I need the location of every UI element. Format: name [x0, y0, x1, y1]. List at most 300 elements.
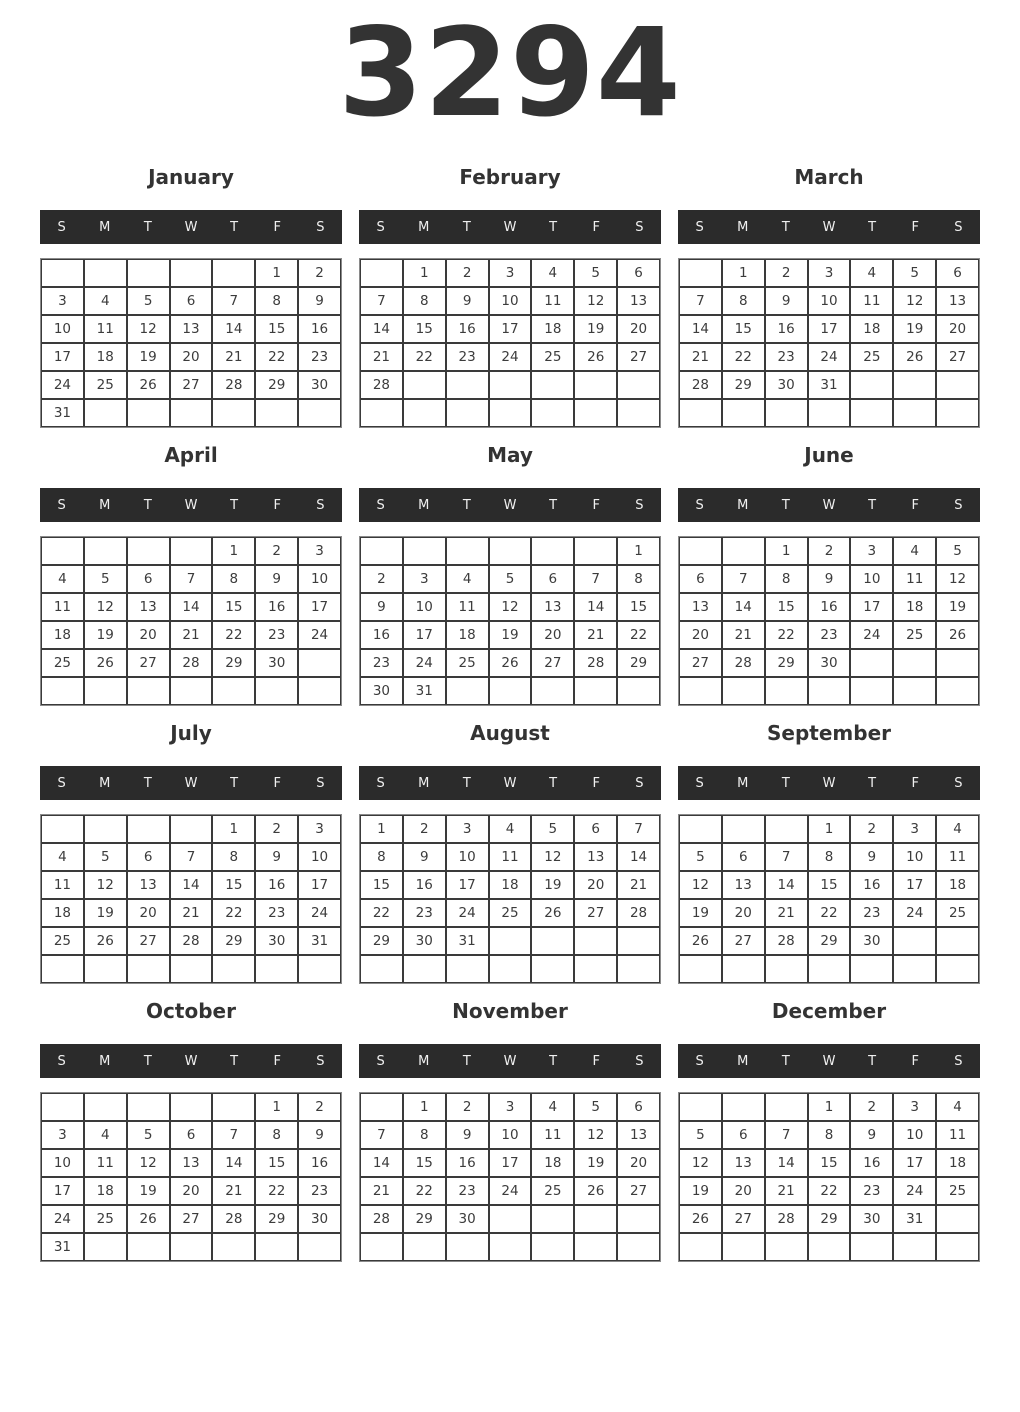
- day-grid: [40, 814, 342, 984]
- day-cell-april-25: 25: [41, 649, 84, 677]
- day-cell-january-28: 28: [212, 371, 255, 399]
- month-title: November: [452, 999, 568, 1023]
- day-cell-march-10: 10: [808, 287, 851, 315]
- day-cell-april-5: 5: [84, 565, 127, 593]
- day-cell-march-15: 15: [722, 315, 765, 343]
- day-cell-empty: [531, 1205, 574, 1233]
- day-cell-december-11: 11: [936, 1121, 979, 1149]
- day-cell-july-8: 8: [212, 843, 255, 871]
- day-grid: [40, 1092, 342, 1262]
- day-cell-july-16: 16: [255, 871, 298, 899]
- day-cell-march-30: 30: [765, 371, 808, 399]
- day-cell-empty: [850, 677, 893, 705]
- day-cell-march-7: 7: [679, 287, 722, 315]
- day-cell-november-1: 1: [403, 1093, 446, 1121]
- day-cell-empty: [255, 399, 298, 427]
- day-cell-empty: [127, 259, 170, 287]
- day-cell-july-10: 10: [298, 843, 341, 871]
- day-cell-january-3: 3: [41, 287, 84, 315]
- day-cell-march-8: 8: [722, 287, 765, 315]
- day-cell-november-12: 12: [574, 1121, 617, 1149]
- day-cell-empty: [212, 1233, 255, 1261]
- day-cell-september-5: 5: [679, 843, 722, 871]
- day-cell-february-21: 21: [360, 343, 403, 371]
- weekday-label: M: [737, 497, 749, 513]
- day-cell-june-8: 8: [765, 565, 808, 593]
- day-cell-september-8: 8: [808, 843, 851, 871]
- day-cell-empty: [127, 955, 170, 983]
- day-cell-empty: [936, 1233, 979, 1261]
- day-cell-december-27: 27: [722, 1205, 765, 1233]
- weekday-header: [359, 210, 661, 244]
- day-cell-january-7: 7: [212, 287, 255, 315]
- weekday-label: S: [695, 497, 704, 513]
- month-title: June: [804, 443, 854, 467]
- day-cell-empty: [41, 815, 84, 843]
- month-title: August: [470, 721, 550, 745]
- day-cell-november-21: 21: [360, 1177, 403, 1205]
- day-cell-empty: [298, 1233, 341, 1261]
- day-cell-december-13: 13: [722, 1149, 765, 1177]
- weekday-label: F: [273, 497, 282, 513]
- day-cell-september-7: 7: [765, 843, 808, 871]
- weekday-label: T: [143, 1053, 152, 1069]
- weekday-label: S: [376, 219, 385, 235]
- month-july: [40, 720, 342, 984]
- month-january: [40, 164, 342, 428]
- day-cell-june-21: 21: [722, 621, 765, 649]
- day-cell-october-1: 1: [255, 1093, 298, 1121]
- day-cell-january-13: 13: [170, 315, 213, 343]
- day-cell-june-23: 23: [808, 621, 851, 649]
- day-cell-empty: [531, 1233, 574, 1261]
- day-cell-may-5: 5: [489, 565, 532, 593]
- day-cell-june-2: 2: [808, 537, 851, 565]
- day-grid: [359, 536, 661, 706]
- day-cell-september-4: 4: [936, 815, 979, 843]
- weekday-label: T: [781, 219, 790, 235]
- day-cell-september-18: 18: [936, 871, 979, 899]
- day-cell-june-27: 27: [679, 649, 722, 677]
- day-cell-empty: [765, 815, 808, 843]
- day-cell-february-26: 26: [574, 343, 617, 371]
- day-cell-february-6: 6: [617, 259, 660, 287]
- day-cell-march-22: 22: [722, 343, 765, 371]
- day-cell-march-9: 9: [765, 287, 808, 315]
- day-cell-november-14: 14: [360, 1149, 403, 1177]
- day-cell-january-11: 11: [84, 315, 127, 343]
- day-cell-empty: [808, 1233, 851, 1261]
- day-cell-march-1: 1: [722, 259, 765, 287]
- day-cell-august-27: 27: [574, 899, 617, 927]
- day-cell-june-7: 7: [722, 565, 765, 593]
- day-cell-january-6: 6: [170, 287, 213, 315]
- day-cell-empty: [84, 955, 127, 983]
- day-cell-empty: [41, 955, 84, 983]
- day-cell-empty: [360, 1233, 403, 1261]
- day-cell-april-23: 23: [255, 621, 298, 649]
- day-cell-empty: [84, 1093, 127, 1121]
- weekday-label: T: [462, 219, 471, 235]
- day-cell-january-5: 5: [127, 287, 170, 315]
- day-cell-october-21: 21: [212, 1177, 255, 1205]
- day-cell-february-17: 17: [489, 315, 532, 343]
- day-cell-september-27: 27: [722, 927, 765, 955]
- weekday-label: S: [57, 497, 66, 513]
- weekday-header: [678, 766, 980, 800]
- day-cell-december-22: 22: [808, 1177, 851, 1205]
- weekday-label: T: [230, 497, 239, 513]
- day-cell-february-4: 4: [531, 259, 574, 287]
- day-cell-empty: [574, 955, 617, 983]
- day-cell-empty: [212, 955, 255, 983]
- day-cell-july-15: 15: [212, 871, 255, 899]
- day-cell-october-10: 10: [41, 1149, 84, 1177]
- day-cell-april-14: 14: [170, 593, 213, 621]
- weekday-label: S: [57, 775, 66, 791]
- day-cell-empty: [850, 1233, 893, 1261]
- day-cell-july-22: 22: [212, 899, 255, 927]
- day-cell-empty: [893, 1233, 936, 1261]
- day-cell-march-18: 18: [850, 315, 893, 343]
- day-cell-august-30: 30: [403, 927, 446, 955]
- weekday-header: [359, 488, 661, 522]
- day-cell-empty: [403, 537, 446, 565]
- day-cell-empty: [679, 955, 722, 983]
- day-cell-january-4: 4: [84, 287, 127, 315]
- weekday-header: [359, 1044, 661, 1078]
- day-cell-may-9: 9: [360, 593, 403, 621]
- day-cell-november-3: 3: [489, 1093, 532, 1121]
- day-cell-august-8: 8: [360, 843, 403, 871]
- day-cell-february-27: 27: [617, 343, 660, 371]
- day-cell-february-8: 8: [403, 287, 446, 315]
- day-cell-march-13: 13: [936, 287, 979, 315]
- day-cell-march-12: 12: [893, 287, 936, 315]
- day-cell-april-4: 4: [41, 565, 84, 593]
- day-cell-september-20: 20: [722, 899, 765, 927]
- day-cell-may-24: 24: [403, 649, 446, 677]
- day-cell-april-20: 20: [127, 621, 170, 649]
- day-cell-empty: [403, 1233, 446, 1261]
- day-cell-april-15: 15: [212, 593, 255, 621]
- day-cell-empty: [170, 1233, 213, 1261]
- day-cell-march-16: 16: [765, 315, 808, 343]
- day-cell-september-21: 21: [765, 899, 808, 927]
- day-cell-october-3: 3: [41, 1121, 84, 1149]
- day-cell-december-25: 25: [936, 1177, 979, 1205]
- day-cell-empty: [360, 1093, 403, 1121]
- day-cell-empty: [936, 649, 979, 677]
- day-cell-empty: [127, 537, 170, 565]
- weekday-label: S: [635, 775, 644, 791]
- day-cell-may-13: 13: [531, 593, 574, 621]
- weekday-label: F: [592, 219, 601, 235]
- day-cell-october-9: 9: [298, 1121, 341, 1149]
- weekday-label: M: [737, 1053, 749, 1069]
- day-cell-march-14: 14: [679, 315, 722, 343]
- day-cell-june-9: 9: [808, 565, 851, 593]
- day-cell-march-11: 11: [850, 287, 893, 315]
- day-cell-december-28: 28: [765, 1205, 808, 1233]
- day-cell-empty: [489, 955, 532, 983]
- day-cell-november-9: 9: [446, 1121, 489, 1149]
- day-cell-empty: [679, 677, 722, 705]
- day-cell-empty: [679, 399, 722, 427]
- day-cell-june-3: 3: [850, 537, 893, 565]
- day-cell-march-2: 2: [765, 259, 808, 287]
- weekday-label: S: [316, 775, 325, 791]
- day-cell-august-22: 22: [360, 899, 403, 927]
- day-cell-november-18: 18: [531, 1149, 574, 1177]
- day-cell-april-26: 26: [84, 649, 127, 677]
- weekday-label: W: [184, 775, 198, 791]
- day-cell-august-24: 24: [446, 899, 489, 927]
- day-cell-january-17: 17: [41, 343, 84, 371]
- day-cell-empty: [722, 815, 765, 843]
- day-cell-april-9: 9: [255, 565, 298, 593]
- day-cell-may-30: 30: [360, 677, 403, 705]
- day-cell-empty: [489, 1233, 532, 1261]
- day-cell-june-13: 13: [679, 593, 722, 621]
- day-cell-october-4: 4: [84, 1121, 127, 1149]
- day-cell-august-29: 29: [360, 927, 403, 955]
- day-cell-june-17: 17: [850, 593, 893, 621]
- day-cell-march-29: 29: [722, 371, 765, 399]
- day-cell-empty: [574, 399, 617, 427]
- day-cell-august-21: 21: [617, 871, 660, 899]
- weekday-label: S: [635, 1053, 644, 1069]
- day-cell-august-13: 13: [574, 843, 617, 871]
- day-cell-march-20: 20: [936, 315, 979, 343]
- weekday-label: W: [503, 497, 517, 513]
- day-cell-empty: [936, 399, 979, 427]
- day-cell-empty: [722, 399, 765, 427]
- day-cell-empty: [41, 1093, 84, 1121]
- day-cell-december-26: 26: [679, 1205, 722, 1233]
- day-cell-september-17: 17: [893, 871, 936, 899]
- day-cell-empty: [127, 1093, 170, 1121]
- day-cell-september-19: 19: [679, 899, 722, 927]
- weekday-label: F: [911, 775, 920, 791]
- day-cell-february-19: 19: [574, 315, 617, 343]
- day-cell-march-4: 4: [850, 259, 893, 287]
- day-cell-december-24: 24: [893, 1177, 936, 1205]
- weekday-label: M: [99, 497, 111, 513]
- day-cell-november-25: 25: [531, 1177, 574, 1205]
- day-cell-august-23: 23: [403, 899, 446, 927]
- day-cell-july-28: 28: [170, 927, 213, 955]
- weekday-label: W: [822, 1053, 836, 1069]
- day-cell-september-26: 26: [679, 927, 722, 955]
- day-cell-january-29: 29: [255, 371, 298, 399]
- month-april: [40, 442, 342, 706]
- month-title: April: [164, 443, 218, 467]
- day-cell-empty: [446, 955, 489, 983]
- day-cell-july-2: 2: [255, 815, 298, 843]
- day-cell-empty: [170, 537, 213, 565]
- day-cell-july-4: 4: [41, 843, 84, 871]
- day-cell-empty: [722, 537, 765, 565]
- day-cell-november-13: 13: [617, 1121, 660, 1149]
- day-cell-empty: [850, 955, 893, 983]
- day-cell-september-24: 24: [893, 899, 936, 927]
- weekday-label: T: [868, 775, 877, 791]
- day-cell-empty: [765, 1233, 808, 1261]
- day-cell-empty: [574, 927, 617, 955]
- day-cell-empty: [170, 955, 213, 983]
- day-cell-december-14: 14: [765, 1149, 808, 1177]
- weekday-label: S: [376, 1053, 385, 1069]
- day-cell-may-22: 22: [617, 621, 660, 649]
- day-cell-september-2: 2: [850, 815, 893, 843]
- month-title: May: [487, 443, 533, 467]
- day-cell-may-21: 21: [574, 621, 617, 649]
- day-cell-june-14: 14: [722, 593, 765, 621]
- day-cell-july-21: 21: [170, 899, 213, 927]
- day-cell-march-25: 25: [850, 343, 893, 371]
- weekday-label: T: [868, 1053, 877, 1069]
- month-may: [359, 442, 661, 706]
- day-cell-empty: [808, 677, 851, 705]
- day-cell-empty: [403, 955, 446, 983]
- day-cell-may-11: 11: [446, 593, 489, 621]
- day-cell-may-27: 27: [531, 649, 574, 677]
- day-cell-january-23: 23: [298, 343, 341, 371]
- day-cell-february-12: 12: [574, 287, 617, 315]
- day-cell-april-2: 2: [255, 537, 298, 565]
- day-cell-empty: [84, 677, 127, 705]
- weekday-label: T: [143, 219, 152, 235]
- weekday-label: T: [462, 1053, 471, 1069]
- day-cell-april-7: 7: [170, 565, 213, 593]
- day-cell-empty: [41, 259, 84, 287]
- day-cell-empty: [170, 1093, 213, 1121]
- day-cell-empty: [212, 259, 255, 287]
- day-cell-empty: [893, 649, 936, 677]
- day-cell-october-15: 15: [255, 1149, 298, 1177]
- day-cell-empty: [84, 399, 127, 427]
- day-cell-december-10: 10: [893, 1121, 936, 1149]
- day-cell-january-19: 19: [127, 343, 170, 371]
- day-cell-march-6: 6: [936, 259, 979, 287]
- day-cell-july-3: 3: [298, 815, 341, 843]
- day-cell-july-6: 6: [127, 843, 170, 871]
- day-cell-august-31: 31: [446, 927, 489, 955]
- day-cell-february-5: 5: [574, 259, 617, 287]
- day-cell-december-4: 4: [936, 1093, 979, 1121]
- day-cell-empty: [893, 955, 936, 983]
- day-cell-june-18: 18: [893, 593, 936, 621]
- day-cell-february-13: 13: [617, 287, 660, 315]
- day-cell-december-8: 8: [808, 1121, 851, 1149]
- day-cell-august-10: 10: [446, 843, 489, 871]
- month-december: [678, 998, 980, 1262]
- day-cell-empty: [127, 815, 170, 843]
- day-cell-september-12: 12: [679, 871, 722, 899]
- weekday-label: T: [230, 219, 239, 235]
- day-cell-july-12: 12: [84, 871, 127, 899]
- day-cell-may-23: 23: [360, 649, 403, 677]
- weekday-header: [40, 210, 342, 244]
- day-cell-february-15: 15: [403, 315, 446, 343]
- day-cell-march-21: 21: [679, 343, 722, 371]
- day-cell-empty: [170, 677, 213, 705]
- day-cell-empty: [41, 537, 84, 565]
- day-cell-empty: [489, 537, 532, 565]
- month-october: [40, 998, 342, 1262]
- day-cell-november-10: 10: [489, 1121, 532, 1149]
- day-cell-august-9: 9: [403, 843, 446, 871]
- day-cell-december-30: 30: [850, 1205, 893, 1233]
- day-cell-april-16: 16: [255, 593, 298, 621]
- day-cell-empty: [936, 677, 979, 705]
- day-cell-empty: [936, 371, 979, 399]
- day-cell-october-26: 26: [127, 1205, 170, 1233]
- day-cell-october-20: 20: [170, 1177, 213, 1205]
- month-title: September: [767, 721, 891, 745]
- day-cell-october-6: 6: [170, 1121, 213, 1149]
- weekday-label: F: [273, 1053, 282, 1069]
- day-cell-empty: [574, 371, 617, 399]
- weekday-label: M: [418, 1053, 430, 1069]
- weekday-header: [359, 766, 661, 800]
- day-cell-july-20: 20: [127, 899, 170, 927]
- day-cell-january-12: 12: [127, 315, 170, 343]
- day-cell-june-24: 24: [850, 621, 893, 649]
- day-cell-february-24: 24: [489, 343, 532, 371]
- day-cell-october-11: 11: [84, 1149, 127, 1177]
- day-cell-empty: [850, 399, 893, 427]
- weekday-label: T: [781, 497, 790, 513]
- weekday-label: S: [954, 497, 963, 513]
- day-cell-june-10: 10: [850, 565, 893, 593]
- day-cell-october-25: 25: [84, 1205, 127, 1233]
- weekday-label: T: [143, 775, 152, 791]
- weekday-header: [678, 488, 980, 522]
- day-cell-june-1: 1: [765, 537, 808, 565]
- day-cell-may-16: 16: [360, 621, 403, 649]
- day-cell-february-28: 28: [360, 371, 403, 399]
- weekday-label: S: [695, 1053, 704, 1069]
- day-cell-empty: [489, 677, 532, 705]
- weekday-label: T: [868, 219, 877, 235]
- day-cell-empty: [360, 259, 403, 287]
- day-cell-empty: [679, 537, 722, 565]
- day-cell-july-31: 31: [298, 927, 341, 955]
- day-cell-empty: [446, 677, 489, 705]
- day-cell-july-26: 26: [84, 927, 127, 955]
- year-title: 3294: [338, 2, 682, 144]
- day-cell-empty: [850, 649, 893, 677]
- day-cell-empty: [298, 677, 341, 705]
- day-cell-empty: [574, 677, 617, 705]
- day-cell-november-23: 23: [446, 1177, 489, 1205]
- day-cell-october-2: 2: [298, 1093, 341, 1121]
- day-cell-march-5: 5: [893, 259, 936, 287]
- day-cell-september-1: 1: [808, 815, 851, 843]
- day-cell-may-28: 28: [574, 649, 617, 677]
- day-cell-november-16: 16: [446, 1149, 489, 1177]
- day-cell-empty: [574, 537, 617, 565]
- day-cell-february-2: 2: [446, 259, 489, 287]
- day-grid: [359, 258, 661, 428]
- day-cell-november-28: 28: [360, 1205, 403, 1233]
- weekday-header: [40, 488, 342, 522]
- weekday-label: T: [549, 1053, 558, 1069]
- day-cell-december-20: 20: [722, 1177, 765, 1205]
- weekday-label: T: [462, 497, 471, 513]
